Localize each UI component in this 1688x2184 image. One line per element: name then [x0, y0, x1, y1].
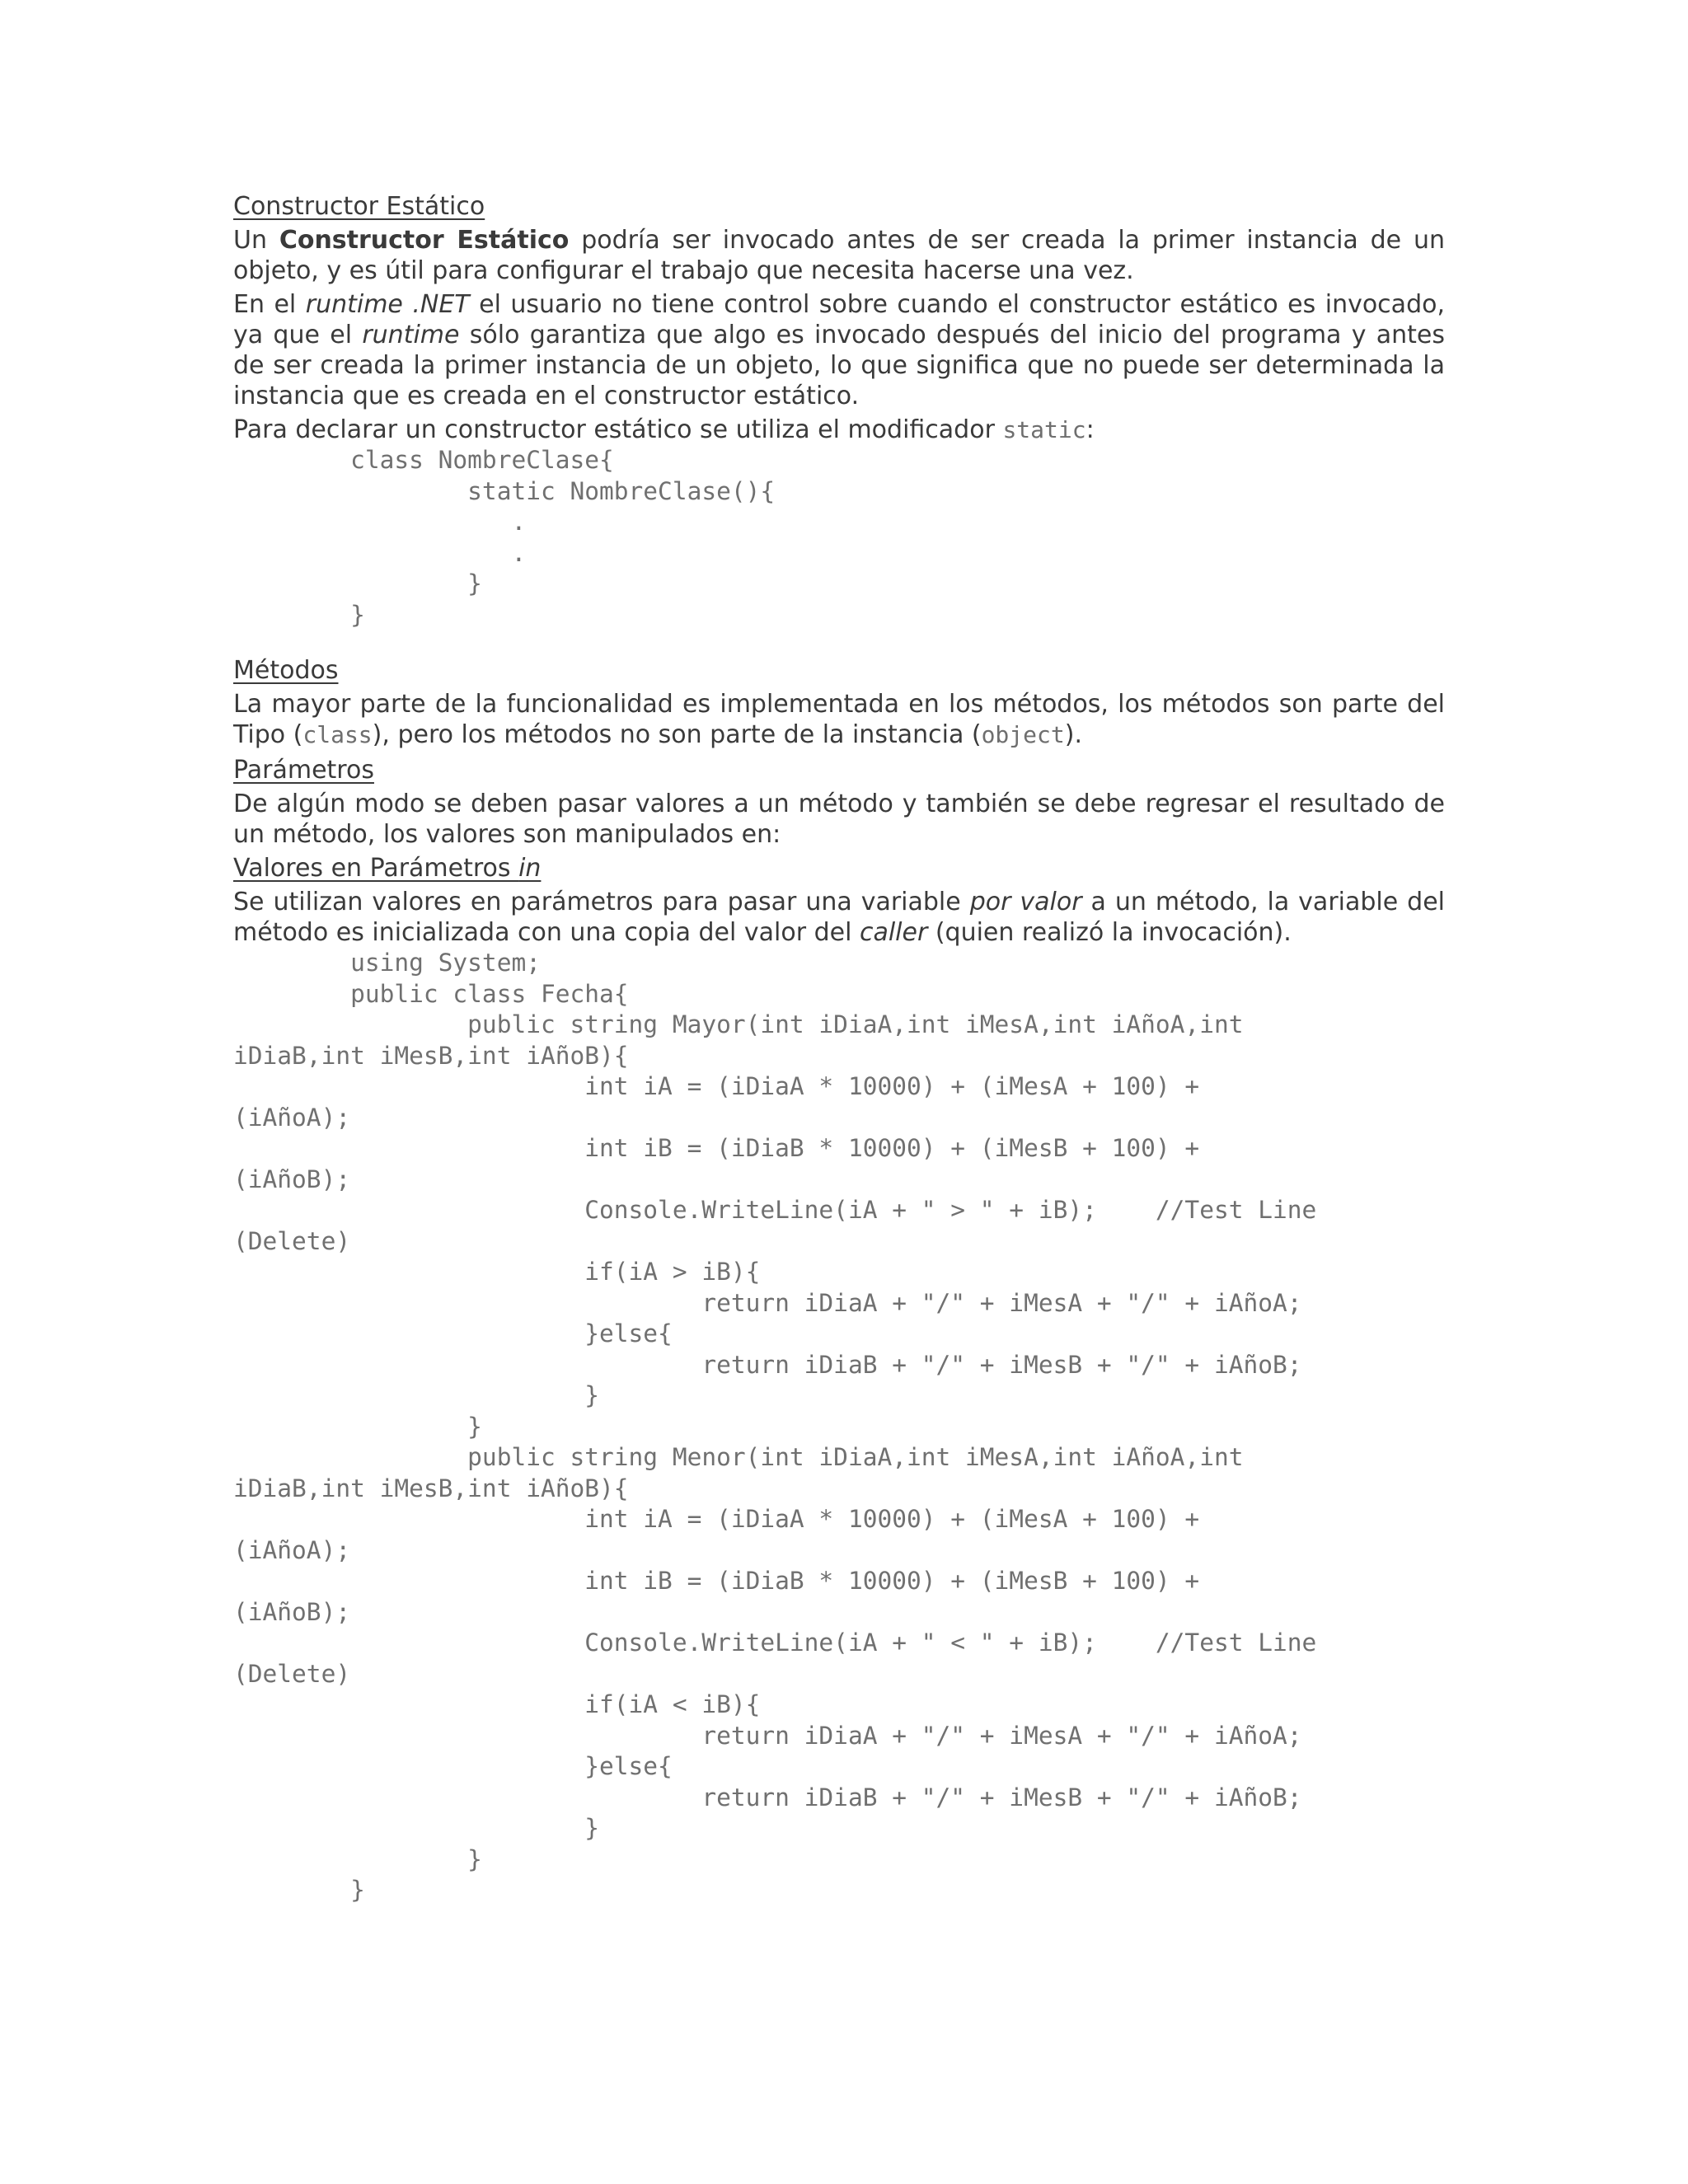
code-line: int iA = (iDiaA * 10000) + (iMesA + 100) +	[233, 1505, 1200, 1533]
code-line: (iAñoA);	[233, 1103, 351, 1132]
heading-constructor-estatico: Constructor Estático	[233, 192, 485, 221]
code-line: return iDiaB + "/" + iMesB + "/" + iAñoB;	[233, 1783, 1302, 1811]
code-line: (iAñoB);	[233, 1597, 351, 1626]
text-run: Valores en Parámetros	[233, 854, 519, 883]
section-metodos	[233, 655, 1445, 750]
code-line: Console.WriteLine(iA + " > " + iB); //Test Line	[233, 1196, 1317, 1224]
code-line: }	[233, 1814, 600, 1842]
text-run: Se utilizan valores en parámetros para pasar una variable	[233, 888, 970, 916]
paragraph-parametros: De algún modo se deben pasar valores a un método y también se debe regresar el resultado de un método, los valores son manipulados en:	[233, 790, 1445, 849]
text-run: ), pero los métodos no son parte de la instancia (	[372, 720, 982, 749]
code-line: iDiaB,int iMesB,int iAñoB){	[233, 1041, 629, 1070]
code-line: using System;	[233, 949, 541, 977]
text-run: Un	[233, 226, 279, 255]
italic-term: caller	[859, 918, 928, 947]
code-line: if(iA > iB){	[233, 1258, 761, 1286]
code-line: public string Mayor(int iDiaA,int iMesA,int iAñoA,int	[233, 1010, 1244, 1038]
heading-parametros: Parámetros	[233, 756, 374, 785]
text-run: el usuario no tiene control sobre cuando el constructor estático es invocado, ya que el	[233, 290, 1445, 349]
italic-term: runtime	[362, 321, 460, 349]
inline-code: class	[302, 721, 373, 748]
text-run: a un método, la variable del método es inicializada con una copia del valor del	[233, 888, 1445, 947]
paragraph-valores-in	[233, 887, 1445, 948]
paragraph-static-modifier	[233, 415, 1445, 445]
paragraph-runtime	[233, 289, 1445, 411]
text-run: (quien realizó la invocación).	[927, 918, 1292, 947]
section-valores-in	[233, 853, 1445, 1906]
code-line: if(iA < iB){	[233, 1690, 761, 1718]
code-line: }else{	[233, 1752, 673, 1780]
text-run: En el	[233, 290, 306, 319]
code-line: }	[233, 1381, 600, 1409]
document-content	[233, 191, 1445, 1906]
text-run: La mayor parte de la funcionalidad es implementada en los métodos, los métodos son parte del Tipo (	[233, 690, 1445, 749]
code-block-static-constructor	[233, 445, 1445, 630]
code-line: class NombreClase{	[233, 446, 614, 474]
code-line: }	[233, 600, 365, 629]
code-line: static NombreClase(){	[233, 476, 776, 505]
code-line: .	[233, 508, 527, 536]
paragraph-metodos	[233, 689, 1445, 750]
code-line: (Delete)	[233, 1226, 351, 1255]
code-line: }	[233, 1844, 482, 1873]
code-line: public class Fecha{	[233, 979, 629, 1008]
code-line: Console.WriteLine(iA + " < " + iB); //Test Line	[233, 1629, 1317, 1657]
section-parametros	[233, 755, 1445, 850]
code-line: }	[233, 1412, 482, 1441]
code-line: (Delete)	[233, 1659, 351, 1688]
code-line: (iAñoA);	[233, 1535, 351, 1564]
text-run: Para declarar un constructor estático se utiliza el modificador	[233, 415, 1003, 444]
inline-code: static	[1002, 416, 1086, 443]
code-line: }else{	[233, 1319, 673, 1347]
text-run: sólo garantiza que algo es invocado después del inicio del programa y antes de ser creada la primer instancia de un objeto, lo que significa que no puede ser determinada la instancia que es creada en el constructor estático.	[233, 321, 1446, 410]
text-run: :	[1085, 415, 1095, 444]
code-line: .	[233, 538, 527, 567]
italic-term: runtime .NET	[305, 290, 470, 319]
code-block-fecha-class	[233, 948, 1445, 1906]
section-constructor-estatico	[233, 191, 1445, 630]
code-line: public string Menor(int iDiaA,int iMesA,int iAñoA,int	[233, 1443, 1244, 1471]
heading-metodos: Métodos	[233, 656, 339, 685]
code-line: return iDiaA + "/" + iMesA + "/" + iAñoA;	[233, 1288, 1302, 1317]
code-line: int iA = (iDiaA * 10000) + (iMesA + 100) +	[233, 1072, 1200, 1100]
italic-term: in	[518, 854, 542, 883]
code-line: (iAñoB);	[233, 1165, 351, 1193]
text-run: podría ser invocado antes de ser creada la primer instancia de un objeto, y es útil para configurar el trabajo que necesita hacerse una vez.	[233, 226, 1445, 285]
inline-code: object	[981, 721, 1065, 748]
heading-valores-in	[233, 853, 1445, 883]
code-line: iDiaB,int iMesB,int iAñoB){	[233, 1474, 629, 1502]
code-line: int iB = (iDiaB * 10000) + (iMesB + 100) +	[233, 1567, 1200, 1595]
code-line: return iDiaA + "/" + iMesA + "/" + iAñoA;	[233, 1721, 1302, 1750]
code-line: }	[233, 1876, 365, 1904]
code-line: int iB = (iDiaB * 10000) + (iMesB + 100) +	[233, 1134, 1200, 1162]
italic-term: por valor	[969, 888, 1082, 916]
paragraph-constructor-intro	[233, 225, 1445, 286]
code-line: return iDiaB + "/" + iMesB + "/" + iAñoB;	[233, 1350, 1302, 1379]
bold-term: Constructor Estático	[279, 226, 570, 255]
text-run: ).	[1064, 720, 1082, 749]
code-line: }	[233, 569, 482, 598]
